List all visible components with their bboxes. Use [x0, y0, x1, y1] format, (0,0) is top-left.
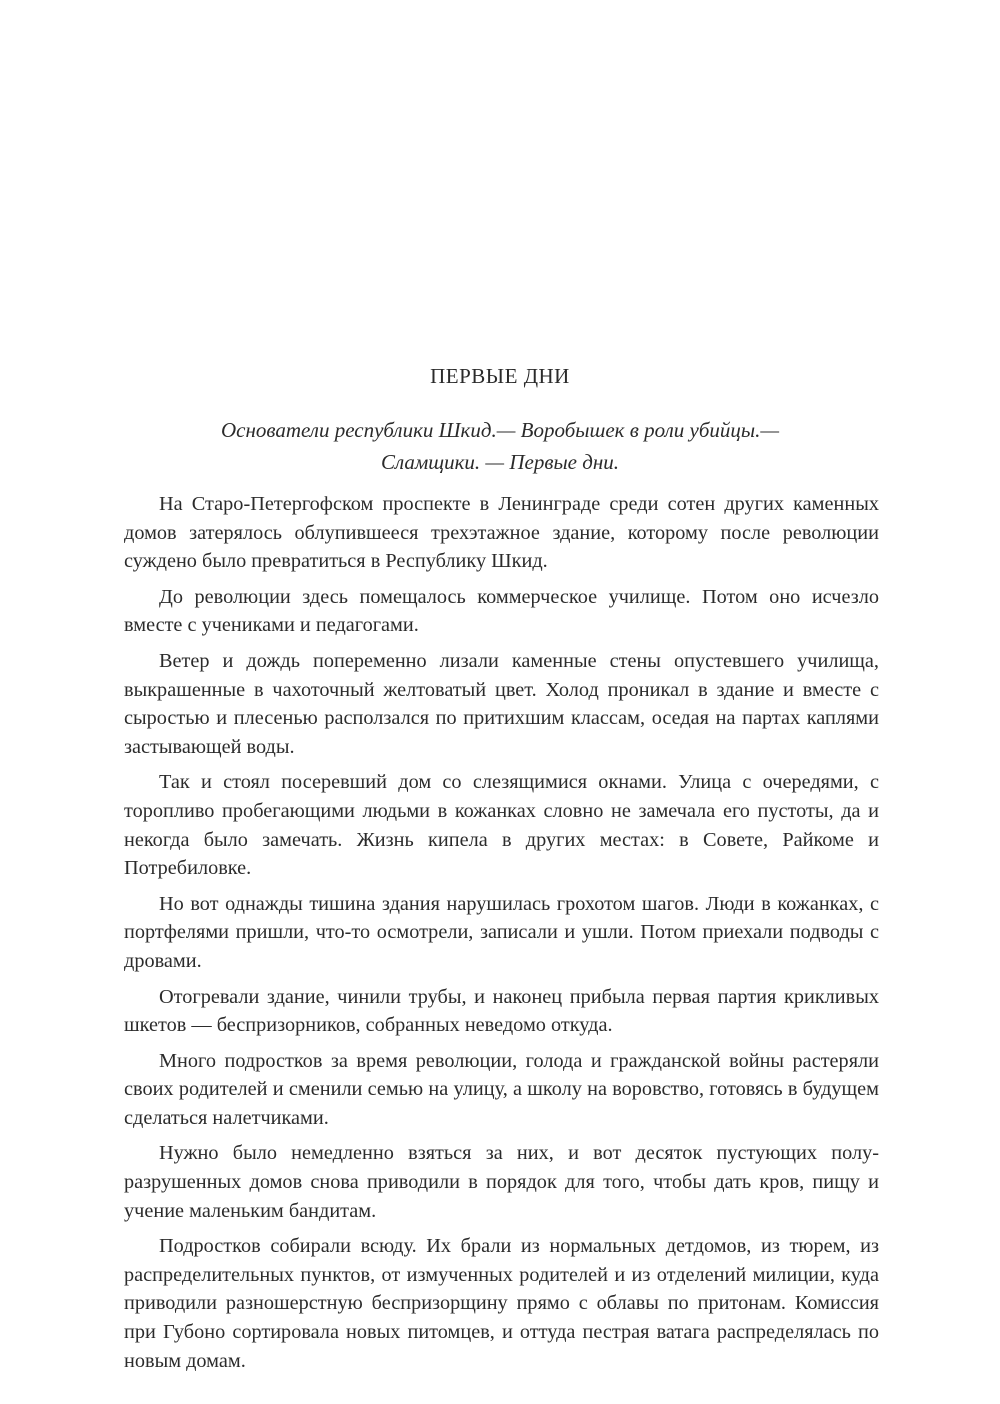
chapter-epigraph	[150, 414, 850, 478]
paragraph: Нужно было немедленно взяться за них, и вот десяток пустующих полуразрушенных домов снова приводили в порядок для того, чтобы дать кров, пищу и учение маленьким бандитам.	[124, 1142, 879, 1222]
paragraph: На Старо-Петергофском проспекте в Ленинграде среди сотен других каменных домов затерялось облупившееся трехэтажное здание, которому после революции суждено было превратиться в Республику Шкид.	[124, 493, 879, 573]
paragraph: Но вот однажды тишина здания нарушилась грохотом шагов. Люди в кожанках, с портфелями пришли, что-то осмотрели, записали и ушли. Потом приехали подводы с дровами.	[124, 892, 879, 972]
paragraph: Так и стоял посеревший дом со слезящимися окнами. Улица с очередями, с торопливо пробегающими людьми в кожанках словно не замечала его пустоты, да и некогда было замечать. Жизнь кипела в других местах: в Совете, Райкоме и Потребиловке.	[124, 771, 879, 880]
paragraph: Отогревали здание, чинили трубы, и наконец прибыла первая партия крикливых шкетов — беспризорников, собранных неведомо откуда.	[124, 985, 879, 1037]
paragraph: Подростков собирали всюду. Их брали из нормальных детдомов, из тюрем, из распределительных пунктов, от измученных родителей и из отделений милиции, куда приводили разношерстную беспризорщину прямо с облавы по притонам. Комиссия при Губоно сортировала новых питомцев, и оттуда пестрая ватага распределялась по новым домам.	[124, 1235, 879, 1372]
paragraph: До революции здесь помещалось коммерческое училище. Потом оно исчезло вместе с учениками и педагогами.	[124, 585, 879, 637]
chapter-title: ПЕРВЫЕ ДНИ	[430, 364, 570, 388]
paragraph: Много подростков за время революции, голода и гражданской войны растеряли своих родителей и сменили семью на улицу, а школу на воровство, готовясь в будущем сделаться налетчиками.	[124, 1049, 879, 1129]
epigraph-line: Основатели республики Шкид.— Воробышек в роли убийцы.—	[220, 418, 780, 442]
paragraph: Ветер и дождь попеременно лизали каменные стены опустевшего училища, выкрашенные в чахоточный желтоватый цвет. Холод проникал в здание и вместе с сыростью и плесенью расползался по притихшим классам, оседая на партах каплями застывающей воды.	[124, 649, 879, 758]
body-text	[124, 490, 879, 1382]
epigraph-line: Сламщики. — Первые дни.	[380, 450, 620, 474]
